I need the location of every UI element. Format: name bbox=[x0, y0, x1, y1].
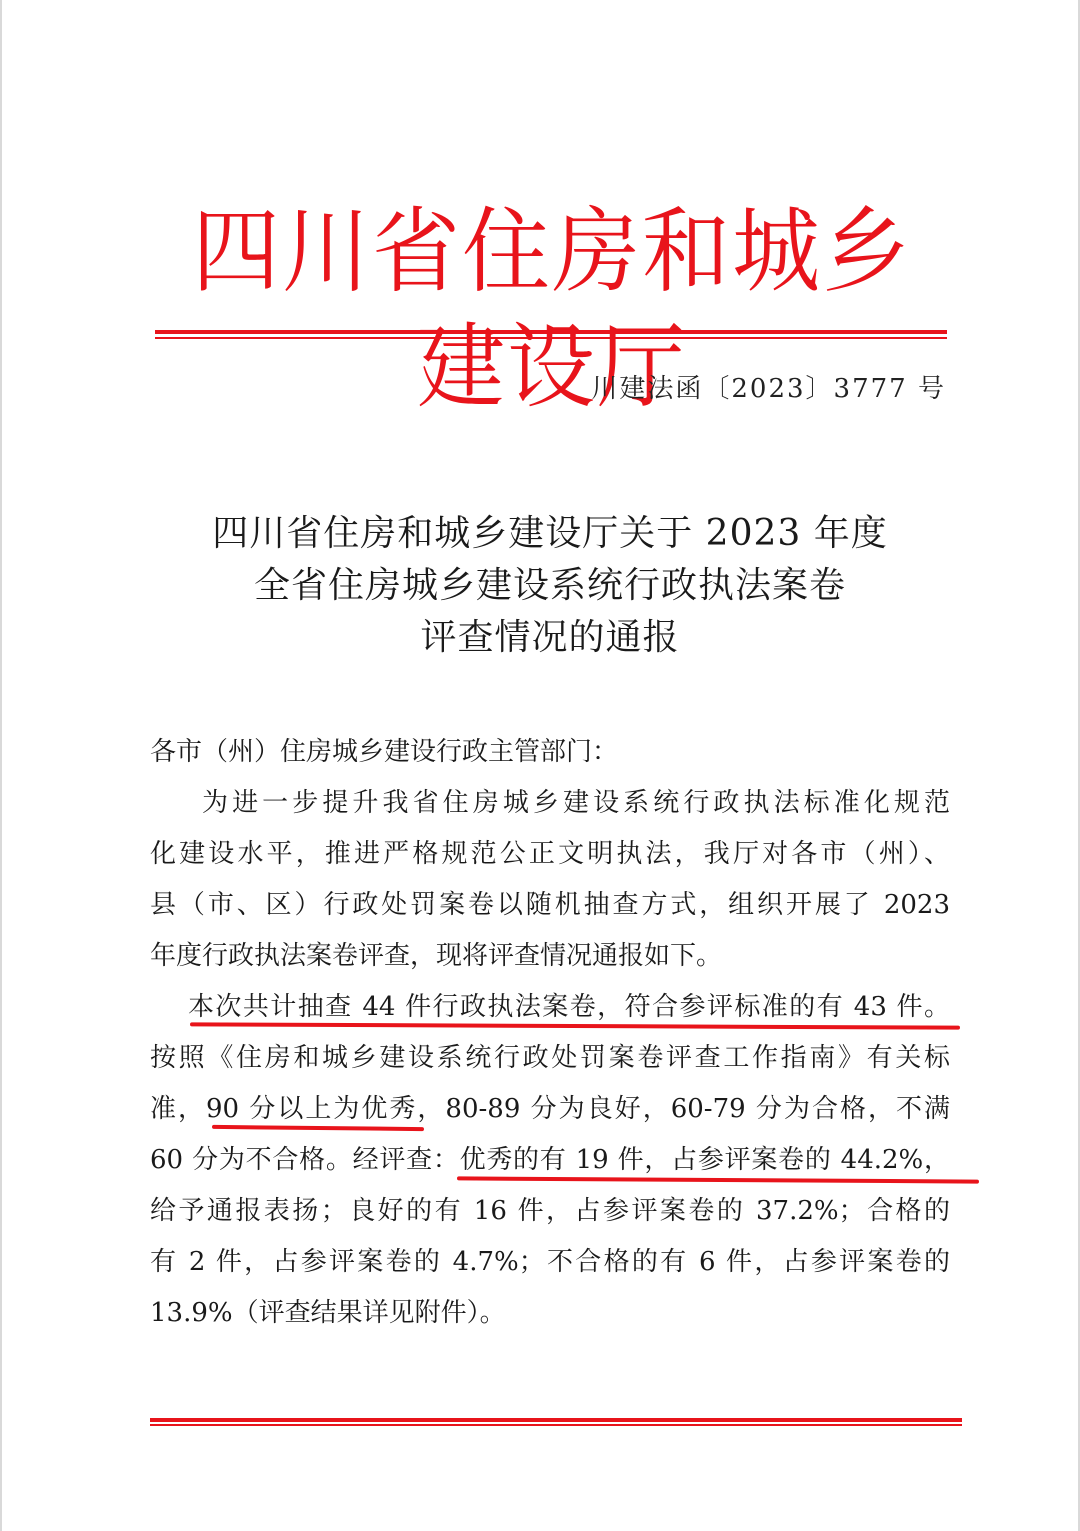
paragraph-2-line-2: 按照《住房和城乡建设系统行政处罚案卷评查工作指南》有关标 bbox=[150, 1043, 950, 1073]
title-line-1: 四川省住房和城乡建设厅关于 2023 年度 bbox=[212, 513, 888, 554]
paragraph-2-line-4: 60 分为不合格。经评查：优秀的有 19 件，占参评案卷的 44.2%， bbox=[150, 1145, 950, 1175]
header-red-rule-thin bbox=[155, 337, 947, 339]
paragraph-1-line-4: 年度行政执法案卷评查，现将评查情况通报如下。 bbox=[150, 941, 723, 971]
header-red-rule bbox=[155, 330, 947, 334]
document-title bbox=[142, 508, 958, 664]
paragraph-1-line-2: 化建设水平，推进严格规范公正文明执法，我厅对各市（州）、 bbox=[150, 839, 950, 869]
paragraph-2-line-3: 准，90 分以上为优秀，80-89 分为良好，60-79 分为合格，不满 bbox=[150, 1094, 950, 1124]
paragraph-1-line-1: 为进一步提升我省住房城乡建设系统行政执法标准化规范 bbox=[202, 788, 950, 818]
document-number: 川建法函〔2023〕3777 号 bbox=[591, 374, 946, 404]
issuing-authority-header: 四川省住房和城乡建设厅 bbox=[191, 197, 912, 422]
paragraph-2-line-7: 13.9%（评查结果详见附件）。 bbox=[150, 1298, 506, 1328]
title-line-2: 全省住房城乡建设系统行政执法案卷 bbox=[253, 565, 846, 606]
footer-red-rule bbox=[150, 1418, 962, 1422]
paragraph-2-line-6: 有 2 件，占参评案卷的 4.7%；不合格的有 6 件，占参评案卷的 bbox=[150, 1247, 950, 1277]
paragraph-2-line-5: 给予通报表扬；良好的有 16 件，占参评案卷的 37.2%；合格的 bbox=[150, 1196, 950, 1226]
document-body bbox=[150, 727, 950, 1339]
footer-red-rule-thin bbox=[150, 1424, 962, 1426]
paragraph-1-line-3: 县（市、区）行政处罚案卷以随机抽查方式，组织开展了 2023 bbox=[150, 890, 950, 920]
title-line-3: 评查情况的通报 bbox=[420, 617, 680, 658]
paragraph-2-line-1: 本次共计抽查 44 件行政执法案卷，符合参评标准的有 43 件。 bbox=[188, 992, 950, 1022]
salutation: 各市（州）住房城乡建设行政主管部门： bbox=[150, 737, 619, 767]
